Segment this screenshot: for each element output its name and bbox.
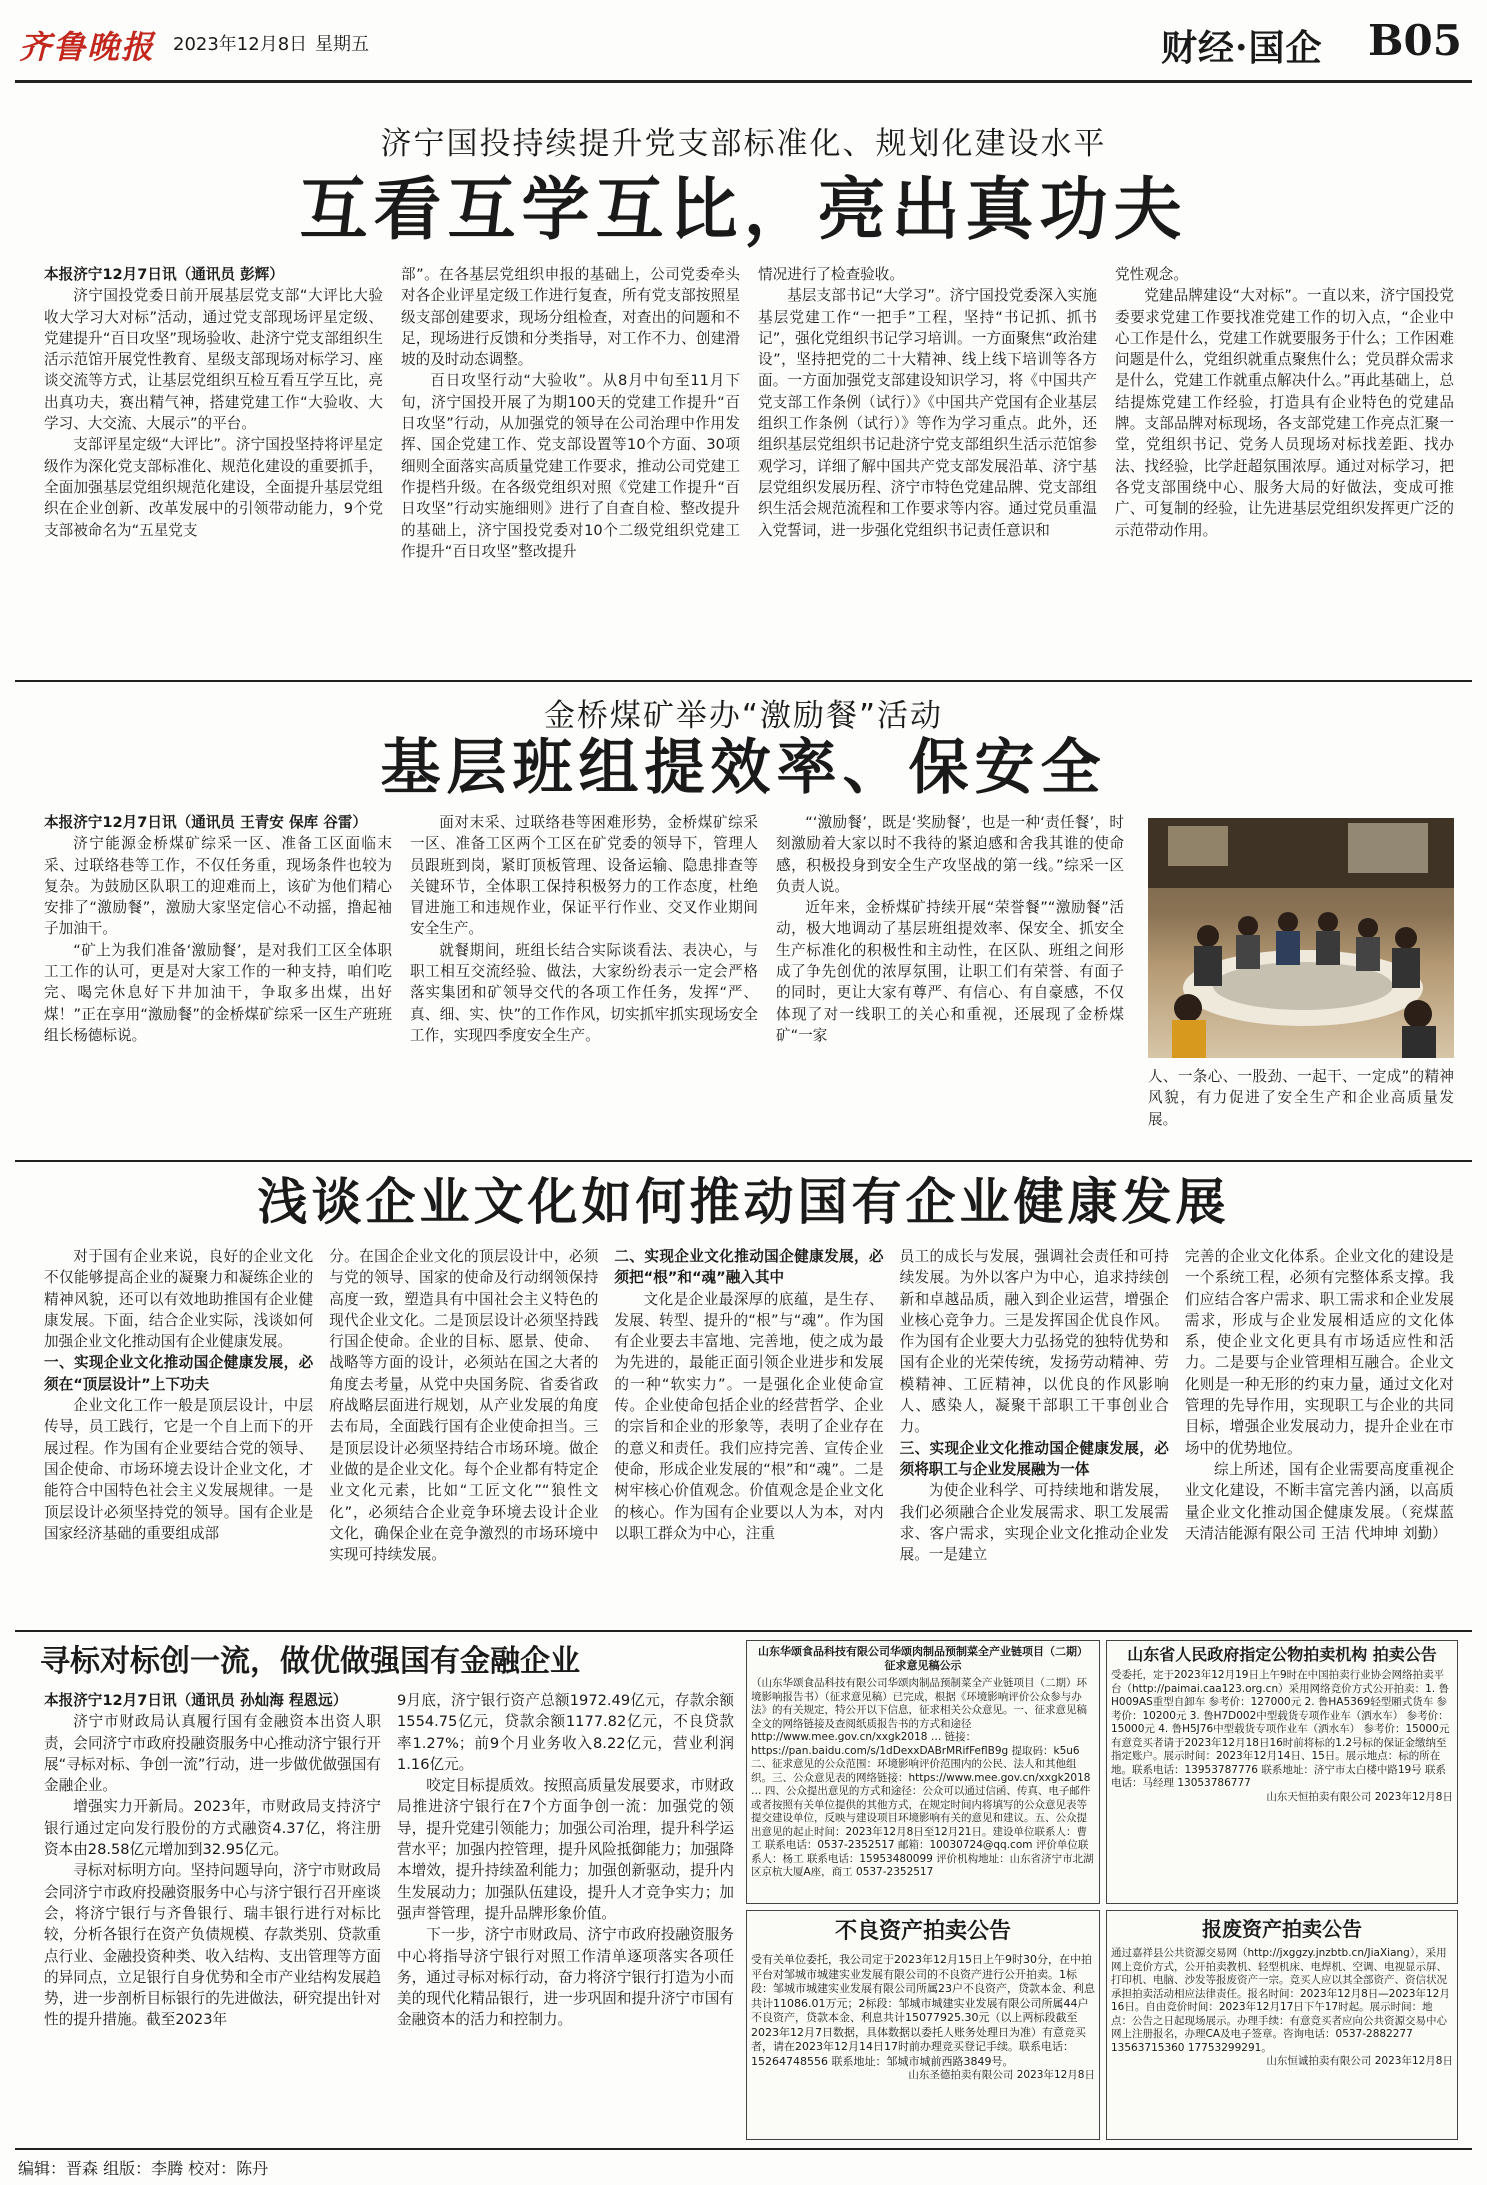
article4-paragraph: 咬定目标提质效。按照高质量发展要求，市财政局推进济宁银行在7个方面争创一流：加强党的领导，提升党建引领能力；加强公司治理，提升科学运营水平；加强内控管理，提升风险抵御能力；加强降本增效，提升持续盈利能力；加强创新驱动，提升内生发展动力；加强队伍建设，提升人才竞争实力；加强声誉管理，提升品牌形象价值。	[397, 1777, 734, 1922]
article4-paragraph: 9月底，济宁银行资产总额1972.49亿元，存款余额1554.75亿元，贷款余额1177.82亿元，不良贷款率1.27%；前9个月业务收入8.22亿元，营业利润1.16亿元。	[397, 1692, 734, 1773]
article2-paragraph: 济宁能源金桥煤矿综采一区、准备工区面临末采、过联络巷等工作，不仅任务重，现场条件也较为复杂。为鼓励区队职工的迎难而上，该矿为他们精心安排了“激励餐”，激励大家坚定信心不动摇，撸起袖子加油干。	[44, 835, 392, 938]
article1-paragraph: 济宁国投党委日前开展基层党支部“大评比大验收大学习大对标”活动，通过党支部现场评星定级、党建提升“百日攻坚”现场验收、赴济宁党支部组织生活示范馆开展党性教育、星级支部现场对标学习、座谈交流等方式，让基层党组织互检互看互学互比，亮出真功夫，赛出精气神，搭建党建工作“大验收、大学习、大交流、大展示”的平台。	[44, 287, 383, 433]
article1-kicker: 济宁国投持续提升党支部标准化、规划化建设水平	[380, 126, 1107, 162]
article3-subhead: 二、实现企业文化推动国企健康发展，必须把“根”和“魂”融入其中	[614, 1248, 884, 1287]
article3-paragraph: 分。在国企企业文化的顶层设计中，必须与党的领导、国家的使命及行动纲领保持高度一致，塑造具有中国社会主义特色的现代企业文化。二是顶层设计必须坚持践行国企使命。企业的目标、愿景、使命、战略等方面的设计，必须站在国之大者的角度去考量，从党中央国务院、省委省政府战略层面进行规划，从产业发展的角度去布局，全面践行国有企业使命担当。三是顶层设计必须坚持结合市场环境。做企业做的是企业文化。每个企业都有特定企业文化元素，比如“工匠文化”“狼性文化”，必须结合企业竞争环境去设计企业文化，确保企业在竞争激烈的市场环境中实现可持续发展。	[329, 1248, 599, 1564]
article2-col-2	[410, 812, 758, 1157]
article1-body	[44, 264, 1454, 674]
article4-paragraph: 下一步，济宁市财政局、济宁市政府投融资服务中心将指导济宁银行对照工作清单逐项落实各项任务，通过寻标对标行动，奋力将济宁银行打造为小而美的现代化精品银行，进一步巩固和提升济宁市国有金融资本的活力和控制力。	[397, 1926, 734, 2029]
ad-bad-asset-notice	[746, 1910, 1100, 2140]
article3-subhead: 三、实现企业文化推动国企健康发展，必须将职工与企业发展融为一体	[899, 1439, 1169, 1478]
article2-headline: 基层班组提效率、保安全	[380, 733, 1107, 803]
page-number: B05	[1368, 16, 1462, 65]
article3-paragraph: 文化是企业最深厚的底蕴，是生存、发展、转型、提升的“根”与“魂”。作为国有企业要去丰富地、完善地，使之成为最为先进的，最能正面引领企业进步和发展的一种“软实力”。一是强化企业使命宣传。企业使命包括企业的经营哲学、企业的宗旨和企业的形象等，表明了企业存在的意义和责任。我们应持完善、宣传企业使命，形成企业发展的“根”和“魂”。二是树牢核心价值观念。价值观念是企业文化的核心。作为国有企业要以人为本，对内以职工群众为中心，注重	[614, 1290, 884, 1542]
ad-eia-title: 山东华颂食品科技有限公司华颂肉制品预制菜全产业链项目（二期）征求意见稿公示	[758, 1645, 1088, 1672]
article1-headline: 互看互学互比，亮出真功夫	[299, 170, 1188, 250]
article2-col-1	[44, 812, 392, 1157]
article1-col-1	[44, 264, 383, 674]
article3-paragraph: 为使企业科学、可持续地和谐发展，我们必须融合企业发展需求、职工发展需求、客户需求，实现企业文化推动企业发展。一是建立	[899, 1482, 1169, 1564]
ad-scrap-asset-title: 报废资产拍卖公告	[1202, 1917, 1362, 1941]
article2-body	[44, 812, 1124, 1157]
ad-auction-title: 山东省人民政府指定公物拍卖机构 拍卖公告	[1127, 1645, 1437, 1664]
article2-paragraph: “‘激励餐’，既是‘奖励餐’，也是一种‘责任餐’，时刻激励着大家以时不我待的紧迫感和舍我其谁的使命感，积极投身到安全生产攻坚战的第一线。”综采一区负责人说。	[776, 814, 1124, 895]
article2-paragraph: “矿上为我们准备‘激励餐’，是对我们工区全体职工工作的认可，更是对大家工作的一种支持，咱们吃完、喝完休息好下井加油干，争取多出煤，出好煤！”正在享用“激励餐”的金桥煤矿综采一区生产班班组长杨德标说。	[44, 941, 392, 1044]
article2-paragraph: 就餐期间，班组长结合实际谈看法、表决心，与职工相互交流经验、做法，大家纷纷表示一定会严格落实集团和矿领导交代的各项工作任务，发挥“严、真、细、实、快”的工作作风，切实抓牢抓实现场安全工作，实现四季度安全生产。	[410, 941, 758, 1044]
article3-paragraph: 企业文化工作一般是顶层设计，中层传导，员工践行，它是一个自上而下的开展过程。作为国有企业要结合党的领导、国企使命、市场环境去设计企业文化，才能符合中国特色社会主义发展规律。一是顶层设计必须坚持党的领导。国有企业是国家经济基础的重要组成部	[44, 1397, 314, 1542]
article3-headline: 浅谈企业文化如何推动国有企业健康发展	[257, 1172, 1230, 1231]
article3-paragraph: 员工的成长与发展，强调社会责任和可持续发展。为外以客户为中心，追求持续创新和卓越品质，融入到企业运营，增强企业核心竞争力。三是发挥国企优良作风。作为国有企业要大力弘扬党的独特优势和国有企业的光荣传统，发扬劳动精神、劳模精神、工匠精神，以优良的作风影响人、感染人，凝聚干部职工干事创业合力。	[899, 1248, 1169, 1436]
article3-body	[44, 1246, 1454, 1666]
article2-paragraph: 近年来，金桥煤矿持续开展“荣誉餐”“激励餐”活动，极大地调动了基层班组提效率、保安全、抓安全生产标准化的积极性和主动性，在区队、班组之间形成了争先创优的浓厚氛围，让职工们有荣誉、有面子的同时，更让大家有尊严、有信心、有自豪感，不仅体现了对一线职工的关心和重视，还展现了金桥煤矿“一家	[776, 899, 1124, 1044]
article2-col-3	[776, 812, 1124, 1157]
ad-scrap-asset-body: 通过嘉祥县公共资源交易网（http://jxggzy.jnzbtb.cn/JiaXiang），采用网上竞价方式，公开拍卖教机、轻型机床、电焊机、空调、电视显示屏、打印机、电脑、沙发等报废资产一宗。竞买人应以其全部资产、资信状况承担拍卖活动相应法律责任。报名时间：2023年12月8日—2023年12月16日。自由竞价时间：2023年12月17日下午17时起。展示时间：地点：公告之日起现场展示。办理手续：有意竞买者应向公共资源交易中心网上注册报名，办理CA及电子签章。咨询电话：0537-2882277 13563715360 17753299291。	[1111, 1947, 1450, 2054]
banquet-photo	[1148, 818, 1454, 1058]
article4-col-2	[397, 1690, 734, 2130]
article4-byline: 本报济宁12月7日讯（通讯员 孙灿海 程恩远）	[44, 1692, 348, 1709]
article3-col-5	[1185, 1246, 1454, 1666]
ad-bad-asset-body: 受有关单位委托，我公司定于2023年12月15日上午9时30分，在中拍平台对邹城市城建实业发展有限公司的不良资产进行公开拍卖。1标段：邹城市城建实业发展有限公司所属23户不良资产，贷款本金、利息共计11086.01万元；2标段：邹城市城建实业发展有限公司所属44户不良资产，贷款本金、利息共计15077925.30元（以上两标段截至2023年12月7日数据，具体数据以委托人账务处理日为准）有意竞买者，请在2023年12月14日17时前办理竞买登记手续。联系电话：15264748556 联系地址：邹城市城前西路3849号。	[751, 1953, 1095, 2068]
article2-byline: 本报济宁12月7日讯（通讯员 王青安 保库 谷雷）	[44, 814, 367, 831]
ad-auction-body: 受委托，定于2023年12月19日上午9时在中国拍卖行业协会网络拍卖平台（http://paimai.caa123.org.cn）采用网络竞价方式公开拍卖：1. 鲁H009AS重型自卸车 参考价：127000元 2. 鲁HA5369轻型厢式货车 参考价：10200元 3. 鲁H7D002中型载货专项作业车（洒水车） 参考价：15000元 4. 鲁H5J76中型载货专项作业车（洒水车） 参考价：15000元 有意竞买者请于2023年12月18日16时前将标的1.2号标的保证金缴纳至指定账户。展示时间：2023年12月14日、15日。展示地点：标的所在地。联系电话：13953787776 联系地址：济宁市太白楼中路19号 联系电话：马经理 13053786777	[1111, 1669, 1450, 1789]
article1-paragraph: 党建品牌建设“大对标”。一直以来，济宁国投党委要求党建工作要找准党建工作的切入点，“企业中心工作是什么，党建工作就要服务于什么；工作困难问题是什么，党组织就重点聚焦什么；党员群众需求是什么，党建工作就重点解决什么。”再此基础上，总结提炼党建工作经验，打造具有企业特色的党建品牌。支部品牌对标现场，各支部党建工作亮点汇聚一堂，党组织书记、党务人员现场对标找差距、找办法、找经验，比学赶超氛围浓厚。通过对标学习，把各党支部围绕中心、服务大局的好做法，变成可推广、可复制的经验，让先进基层党组织发挥更广泛的示范带动作用。	[1115, 287, 1454, 539]
article4-body	[44, 1690, 734, 2130]
article3-col-1	[44, 1246, 313, 1666]
article4-headline: 寻标对标创一流，做优做强国有金融企业	[40, 1644, 580, 1679]
article1-paragraph: 基层支部书记“大学习”。济宁国投党委深入实施基层党建工作“一把手”工程，坚持“书记抓、抓书记”，强化党组织书记学习培训。一方面聚焦“政治建设”，坚持把党的二十大精神、线上线下培训等各方面。一方面加强党支部建设知识学习，将《中国共产党支部工作条例（试行）》《中国共产党国有企业基层组织工作条例（试行）》等作为学习重点。此外，还组织基层党组织书记赴济宁党支部组织生活示范馆参观学习，详细了解中国共产党支部发展沿革、济宁基层党组织发展历程、济宁市特色党建品牌、党支部组织生活会规范流程和工作要求等内容。通过党员重温入党誓词，进一步强化党组织书记责任意识和	[758, 287, 1097, 539]
article1-col-4	[1115, 264, 1454, 674]
article2-paragraph: 面对末采、过联络巷等困难形势，金桥煤矿综采一区、准备工区两个工区在矿党委的领导下，管理人员跟班到岗，紧盯顶板管理、设备运输、隐患排查等关键环节，全体职工保持积极努力的工作态度，杜绝冒进施工和违规作业，保证平行作业、交叉作业期间安全生产。	[410, 814, 758, 938]
newspaper-logo: 齐鲁晚报	[19, 28, 156, 66]
article1-byline: 本报济宁12月7日讯（通讯员 彭辉）	[44, 266, 284, 283]
ad-scrap-asset-notice	[1106, 1910, 1458, 2140]
article1-paragraph: 部”。在各基层党组织申报的基础上，公司党委牵头对各企业评星定级工作进行复查，所有党支部按照星级支部创建要求，现场分组检查，对查出的问题和不足，现场进行反馈和分类指导，对工作不力、创建滑坡的及时动态调整。	[401, 266, 740, 369]
article4-paragraph: 济宁市财政局认真履行国有金融资本出资人职责，会同济宁市政府投融资服务中心推动济宁银行开展“寻标对标、争创一流”行动，进一步做优做强国有金融企业。	[44, 1713, 381, 1795]
editor-credits: 编辑：晋森 组版：李腾 校对：陈丹	[18, 2159, 269, 2178]
article3-col-3	[614, 1246, 883, 1666]
ad-auction-notice	[1106, 1640, 1458, 1904]
article3-subhead: 一、实现企业文化推动国企健康发展，必须在“顶层设计”上下功夫	[44, 1354, 314, 1393]
article1-paragraph: 支部评星定级“大评比”。济宁国投坚持将评星定级作为深化党支部标准化、规范化建设的重要抓手，全面加强基层党组织规范化建设，全面提升基层党组织在企业创新、改革发展中的引领带动能力，9个党支部被命名为“五星党支	[44, 436, 383, 539]
article3-paragraph: 对于国有企业来说，良好的企业文化不仅能够提高企业的凝聚力和凝练企业的精神风貌，还可以有效地助推国有企业健康发展。下面，结合企业实际，浅谈如何加强企业文化推动国有企业健康发展。	[44, 1248, 314, 1351]
photo-following-text: 人、一条心、一股劲、一起干、一定成”的精神风貌，有力促进了安全生产和企业高质量发展。	[1148, 1068, 1454, 1128]
banquet-photo-illustration	[1148, 818, 1454, 1058]
article4-col-1	[44, 1690, 381, 2130]
ad-auction-signature: 山东天恒拍卖有限公司 2023年12月8日	[1266, 1790, 1453, 1803]
ad-scrap-asset-signature: 山东恒诚拍卖有限公司 2023年12月8日	[1266, 2055, 1453, 2067]
article1-paragraph: 情况进行了检查验收。	[758, 266, 904, 283]
article4-paragraph: 增强实力开新局。2023年，市财政局支持济宁银行通过定向发行股份的方式融资4.37亿，将注册资本由28.58亿元增加到32.95亿元。	[44, 1798, 381, 1859]
section-name: 财经·国企	[1161, 27, 1323, 69]
masthead	[15, 10, 1472, 78]
ad-bad-asset-title: 不良资产拍卖公告	[834, 1919, 1011, 1944]
ad-eia-notice	[746, 1640, 1100, 1904]
article2-kicker: 金桥煤矿举办“激励餐”活动	[543, 698, 944, 734]
article1-col-3	[758, 264, 1097, 674]
ad-bad-asset-signature: 山东圣德拍卖有限公司 2023年12月8日	[908, 2069, 1095, 2081]
article4-paragraph: 寻标对标明方向。坚持问题导向，济宁市财政局会同济宁市政府投融资服务中心与济宁银行召开座谈会，将济宁银行与齐鲁银行、瑞丰银行进行对标比较，分析各银行在资产负债规模、存款类别、贷款重点行业、金融投资种类、收入结构、支出管理等方面的异同点，立足银行自身优势和全市产业结构发展趋势，进一步剖析目标银行的先进做法，研究提出针对性的提升措施。截至2023年	[44, 1862, 381, 2029]
article3-paragraph: 完善的企业文化体系。企业文化的建设是一个系统工程，必须有完整体系支撑。我们应结合客户需求、职工需求和企业发展需求，形成与企业发展相适应的文化体系，使企业文化更具有市场适应性和活力。二是要与企业管理相互融合。企业文化则是一种无形的约束力量，通过文化对管理的先导作用，实现职工与企业的共同目标，增强企业发展动力，提升企业在市场中的优势地位。	[1184, 1248, 1455, 1457]
article3-col-4	[900, 1246, 1169, 1666]
article1-paragraph: 党性观念。	[1115, 266, 1188, 283]
article3-paragraph: 综上所述，国有企业需要高度重视企业文化建设，不断丰富完善内涵，以高质量企业文化推动国企健康发展。（兖煤蓝天清洁能源有限公司 王洁 代坤坤 刘勤）	[1184, 1460, 1455, 1542]
ad-eia-body: （山东华颂食品科技有限公司华颂肉制品预制菜全产业链项目（二期）环境影响报告书）（征求意见稿）已完成，根据《环境影响评价公众参与办法》的有关规定，特公开以下信息，征求相关公众意见。一、征求意见稿全文的网络链接及查阅纸质报告书的方式和途径 http://www.mee.gov.cn/xxgk2018 … 链接：https://pan.baidu.com/s/1dDexxDABrMRifFeflB9g 提取码：k5u6 二、征求意见的公众范围：环境影响评价范围内的公民、法人和其他组织。三、公众意见表的网络链接：https://www.mee.gov.cn/xxgk2018 … 四、公众提出意见的方式和途径：公众可以通过信函、传真、电子邮件或者按照有关单位提供的其他方式，在规定时间内将填写的公众意见表等提交建设单位，反映与建设项目环境影响有关的意见和建议。五、公众提出意见的起止时间：2023年12月8日至12月21日。建设单位联系人：曹工 联系电话：0537-2352517 邮箱：10030724@qq.com 评价单位联系人：杨工 联系电话：15953480099 评价机构地址：山东省济宁市北湖区京杭大厦A座，商工 0537-2352517	[751, 1677, 1094, 1878]
article1-col-2	[401, 264, 740, 674]
article1-paragraph: 百日攻坚行动“大验收”。从8月中旬至11月下旬，济宁国投开展了为期100天的党建工作提升“百日攻坚”行动，从加强党的领导在公司治理中作用发挥、国企党建工作、党支部设置等10个方面、30项细则全面落实高质量党建工作要求，推动公司党建工作提档升级。在各级党组织对照《党建工作提升“百日攻坚”行动实施细则》进行了自查自检、整改提升的基础上，济宁国投党委对10个二级党组织党建工作提升“百日攻坚”整改提升	[401, 372, 740, 560]
issue-weekday: 星期五	[315, 34, 369, 55]
issue-date: 2023年12月8日	[173, 34, 308, 55]
article3-col-2	[329, 1246, 598, 1666]
